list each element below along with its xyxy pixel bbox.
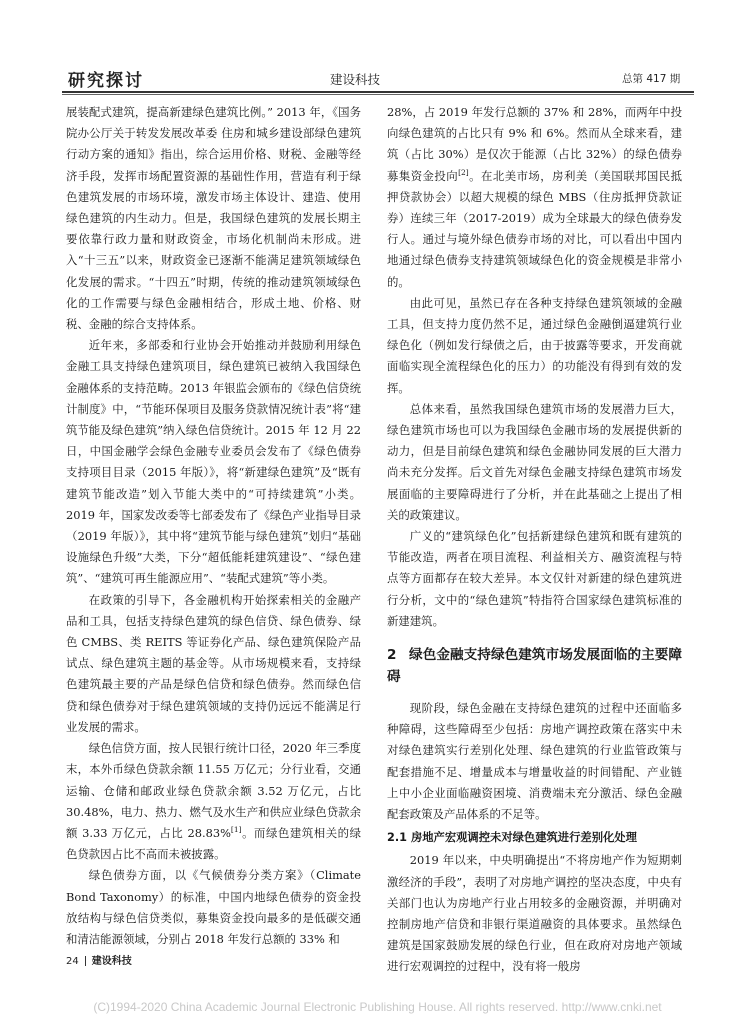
copyright-notice: (C)1994-2020 China Academic Journal Electronic Publishing House. All rights reserved. http://www.cnki.net (93, 1000, 662, 1014)
subsection-heading: 2.1 房地产宏观调控未对绿色建筑进行差别化处理 (387, 831, 637, 845)
citation: [2] (458, 167, 469, 177)
paragraph: 由此可见，虽然已存在各种支持绿色建筑领域的金融工具，但支持力度仍然不足，通过绿色金融倒逼建筑行业绿色化（例如发行绿债之后，由于披露等要求，开发商就面临实现全流程绿色化的压力）的功能没有得到有效的发挥。 (387, 295, 682, 395)
section-heading (387, 644, 682, 688)
paragraph: 展装配式建筑，提高新建绿色建筑比例。” 2013 年，《国务院办公厅关于转发发展改革委 住房和城乡建设部绿色建筑行动方案的通知》指出，综合运用价格、财税、金融等经济手段，发挥市场配置资源的基础性作用，营造有利于绿色建筑发展的市场环境，激发市场主体设计、建造、使用绿色建筑的内生动力。但是，我国绿色建筑的发展长期主要依靠行政力量和财政资金，市场化机制尚未形成。进入“十三五”以来，财政资金已逐渐不能满足建筑领域绿色化发展的需求。“十四五”时期，传统的推动建筑领域绿色化的工作需要与绿色金融相结合，形成土地、价格、财税、金融的综合支持体系。 (66, 105, 361, 332)
paragraph: 广义的“建筑绿色化”包括新建绿色建筑和既有建筑的节能改造，两者在项目流程、利益相关方、融资流程与特点等方面都存在较大差异。本文仅针对新建的绿色建筑进行分析，文中的“绿色建筑”特指符合国家绿色建筑标准的新建建筑。 (387, 529, 682, 628)
section-title: 绿色金融支持绿色建筑市场发展面临的主要障碍 (387, 647, 682, 686)
page-footer (66, 952, 132, 967)
right-column (387, 102, 682, 978)
paragraph: 在政策的引导下，各金融机构开始探索相关的金融产品和工具，包括支持绿色建筑的绿色信贷、绿色债券、绿色 CMBS、类 REITS 等证券化产品、绿色建筑保险产品试点、绿色建筑主题的基金等。从市场规模来看，支持绿色建筑最主要的产品是绿色信贷和绿色债券。然而绿色信贷和绿色债券对于绿色建筑领域的支持仍远远不能满足行业发展的需求。 (66, 592, 361, 734)
header-rule-thin (62, 94, 694, 95)
paragraph: 总体来看，虽然我国绿色建筑市场的发展潜力巨大，绿色建筑市场也可以为我国绿色金融市场的发展提供新的动力，但是目前绿色建筑和绿色金融协同发展的巨大潜力尚未充分发挥。后文首先对绿色金融支持绿色建筑市场发展面临的主要障碍进行了分析，并在此基础之上提出了相关的政策建议。 (387, 401, 682, 522)
section-label: 研究探讨 (68, 71, 144, 91)
issue-number: 总第 417 期 (622, 73, 681, 85)
paragraph: 绿色债券方面，以《气候债券分类方案》（Climate Bond Taxonomy）的标准，中国内地绿色债券的资金投放结构与绿色信贷类似，募集资金投向最多的是低碳交通和清洁能源领域，分别占 2018 年发行总额的 33% 和 (66, 868, 361, 946)
page-number: 24 (66, 956, 79, 967)
footer-separator (85, 956, 86, 966)
citation: [1] (230, 825, 242, 835)
footer-journal-brand: 建设科技 (91, 956, 132, 967)
paragraph: 近年来，多部委和行业协会开始推动并鼓励利用绿色金融工具支持绿色建筑项目，绿色建筑已被纳入我国绿色金融体系的支持范畴。2013 年银监会颁布的《绿色信贷统计制度》中，“节能环保项目及服务贷款情况统计表”将“建筑节能及绿色建筑”纳入绿色信贷统计。2015 年 12 月 22 日，中国金融学会绿色金融专业委员会发布了《绿色债券支持项目目录（2015 年版）》，将“新建绿色建筑”及“既有建筑节能改造”划入节能大类中的“可持续建筑”小类。2019 年，国家发改委等七部委发布了《绿色产业指导目录（2019 年版）》，其中将“建筑节能与绿色建筑”划归“基础设施绿色升级”大类，下分“超低能耗建筑建设”、“绿色建筑”、“建筑可再生能源应用”、“装配式建筑”等小类。 (66, 338, 361, 586)
header-rule-thick (62, 91, 694, 93)
paragraph: 现阶段，绿色金融在支持绿色建筑的过程中还面临多种障碍，这些障碍至少包括：房地产调控政策在落实中未对绿色建筑实行差别化处理、绿色建筑的行业监管政策与配套措施不足、增量成本与增量收益的时间错配、产业链上中小企业面临融资困境、消费端未充分激活、绿色金融配套政策及产品体系的不足等。 (387, 701, 682, 822)
section-number: 2 (387, 647, 397, 664)
paragraph: 2019 年以来，中央明确提出“不将房地产作为短期刺激经济的手段”，表明了对房地产调控的坚决态度，中央有关部门也认为房地产行业占用较多的金融资源，并明确对控制房地产信贷和非银行渠道融资的具体要求。虽然绿色建筑是国家鼓励发展的绿色行业，但在政府对房地产领域进行宏观调控的过程中，没有将一般房 (387, 853, 682, 974)
paragraph: 28%，占 2019 年发行总额的 37% 和 28%，而两年中投向绿色建筑的占比只有 9% 和 6%。然而从全球来看，建筑（占比 30%）是仅次于能源（占比 32%）的绿色债券募集资金投向[2]。在北美市场，房利美（美国联邦国民抵押贷款协会）以超大规模的绿色 MBS（住房抵押贷款证券）连续三年（2017-2019）成为全球最大的绿色债券发行人。通过与境外绿色债券市场的对比，可以看出中国内地通过绿色债券支持建筑领域绿色化的资金规模是非常小的。 (387, 105, 682, 289)
left-column (66, 102, 361, 950)
journal-title: 建设科技 (330, 72, 381, 87)
paragraph: 绿色信贷方面，按人民银行统计口径，2020 年三季度末，本外币绿色贷款余额 11.55 万亿元；分行业看，交通运输、仓储和邮政业绿色贷款余额 3.52 万亿元，占比 30.48%，电力、热力、燃气及水生产和供应业绿色贷款余额 3.33 万亿元，占比 28.83%[1]。而绿色建筑相关的绿色贷款因占比不高而未被披露。 (66, 741, 361, 862)
page-header (0, 0, 755, 95)
